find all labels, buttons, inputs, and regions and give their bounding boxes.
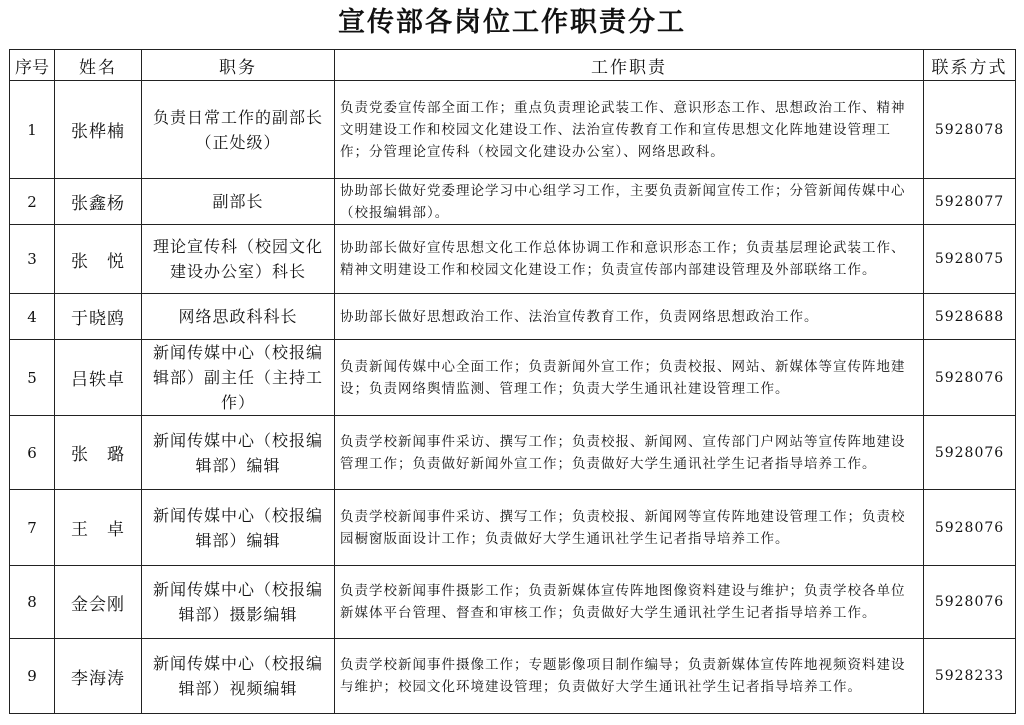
row-index: 8 [10, 566, 55, 639]
row-duty: 负责党委宣传部全面工作；重点负责理论武装工作、意识形态工作、思想政治工作、精神文明建设工作和校园文化建设工作、法治宣传教育工作和宣传思想文化阵地建设管理工作；分管理论宣传科（校园文化建设办公室）、网络思政科。 [335, 81, 924, 179]
row-position: 新闻传媒中心（校报编辑部）摄影编辑 [142, 566, 335, 639]
row-phone: 5928076 [924, 340, 1016, 416]
row-name: 王 卓 [55, 490, 142, 566]
row-index: 2 [10, 179, 55, 225]
header-row [10, 50, 1016, 81]
row-name: 李海涛 [55, 639, 142, 714]
duty-table [9, 49, 1016, 714]
row-position: 新闻传媒中心（校报编辑部）编辑 [142, 490, 335, 566]
row-index: 7 [10, 490, 55, 566]
row-duty: 协助部长做好宣传思想文化工作总体协调工作和意识形态工作；负责基层理论武装工作、精神文明建设工作和校园文化建设工作；负责宣传部内部建设管理及外部联络工作。 [335, 225, 924, 294]
row-name: 于晓鸥 [55, 294, 142, 340]
row-position: 新闻传媒中心（校报编辑部）视频编辑 [142, 639, 335, 714]
row-name: 张桦楠 [55, 81, 142, 179]
row-position: 新闻传媒中心（校报编辑部）副主任（主持工作） [142, 340, 335, 416]
row-name: 吕轶卓 [55, 340, 142, 416]
header-duty: 工作职责 [335, 50, 924, 81]
row-position: 新闻传媒中心（校报编辑部）编辑 [142, 416, 335, 490]
row-index: 5 [10, 340, 55, 416]
table-row [10, 566, 1016, 639]
row-index: 9 [10, 639, 55, 714]
row-duty: 协助部长做好党委理论学习中心组学习工作，主要负责新闻宣传工作；分管新闻传媒中心（校报编辑部）。 [335, 179, 924, 225]
table-row [10, 416, 1016, 490]
row-phone: 5928076 [924, 566, 1016, 639]
row-phone: 5928076 [924, 416, 1016, 490]
row-index: 4 [10, 294, 55, 340]
row-index: 6 [10, 416, 55, 490]
table-row [10, 294, 1016, 340]
header-contact: 联系方式 [924, 50, 1016, 81]
row-phone: 5928078 [924, 81, 1016, 179]
row-index: 1 [10, 81, 55, 179]
header-position: 职务 [142, 50, 335, 81]
row-name: 张鑫杨 [55, 179, 142, 225]
row-duty: 负责学校新闻事件采访、撰写工作；负责校报、新闻网、宣传部门户网站等宣传阵地建设管理工作；负责做好新闻外宣工作；负责做好大学生通讯社学生记者指导培养工作。 [335, 416, 924, 490]
row-phone: 5928077 [924, 179, 1016, 225]
row-duty: 协助部长做好思想政治工作、法治宣传教育工作，负责网络思想政治工作。 [335, 294, 924, 340]
table-row [10, 179, 1016, 225]
table-row [10, 225, 1016, 294]
header-index: 序号 [10, 50, 55, 81]
row-position: 理论宣传科（校园文化建设办公室）科长 [142, 225, 335, 294]
row-phone: 5928076 [924, 490, 1016, 566]
row-duty: 负责新闻传媒中心全面工作；负责新闻外宣工作；负责校报、网站、新媒体等宣传阵地建设；负责网络舆情监测、管理工作；负责大学生通讯社建设管理工作。 [335, 340, 924, 416]
row-duty: 负责学校新闻事件采访、撰写工作；负责校报、新闻网等宣传阵地建设管理工作；负责校园橱窗版面设计工作；负责做好大学生通讯社学生记者指导培养工作。 [335, 490, 924, 566]
row-duty: 负责学校新闻事件摄影工作；负责新媒体宣传阵地图像资料建设与维护；负责学校各单位新媒体平台管理、督查和审核工作；负责做好大学生通讯社学生记者指导培养工作。 [335, 566, 924, 639]
table-row [10, 340, 1016, 416]
table-row [10, 490, 1016, 566]
row-name: 金会刚 [55, 566, 142, 639]
row-position: 副部长 [142, 179, 335, 225]
header-name: 姓名 [55, 50, 142, 81]
table-row [10, 81, 1016, 179]
row-phone: 5928233 [924, 639, 1016, 714]
row-phone: 5928688 [924, 294, 1016, 340]
page-title: 宣传部各岗位工作职责分工 [338, 7, 686, 38]
table-row [10, 639, 1016, 714]
row-phone: 5928075 [924, 225, 1016, 294]
row-position: 网络思政科科长 [142, 294, 335, 340]
row-name: 张 璐 [55, 416, 142, 490]
row-position: 负责日常工作的副部长（正处级） [142, 81, 335, 179]
row-duty: 负责学校新闻事件摄像工作；专题影像项目制作编导；负责新媒体宣传阵地视频资料建设与维护；校园文化环境建设管理；负责做好大学生通讯社学生记者指导培养工作。 [335, 639, 924, 714]
row-name: 张 悦 [55, 225, 142, 294]
row-index: 3 [10, 225, 55, 294]
